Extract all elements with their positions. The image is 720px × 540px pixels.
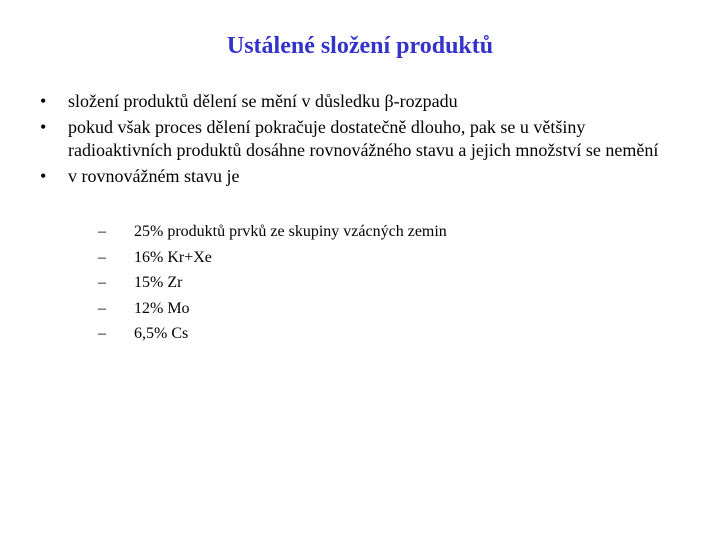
- sub-bullet-item: [98, 324, 447, 344]
- sub-bullet-item: [98, 299, 447, 319]
- bullet-item: [36, 90, 676, 113]
- bullet-marker: •: [40, 166, 47, 186]
- sub-bullet-marker: –: [98, 274, 106, 291]
- sub-bullet-item: [98, 248, 447, 268]
- bullet-item: [36, 116, 676, 162]
- bullet-item: [36, 165, 676, 188]
- bullet-marker: •: [40, 91, 47, 111]
- sub-bullet-marker: –: [98, 299, 106, 317]
- bullet-text: složení produktů dělení se mění v důsledku β-rozpadu: [68, 91, 458, 111]
- sub-bullet-marker: –: [98, 248, 106, 266]
- bullet-text: v rovnovážném stavu je: [68, 166, 240, 186]
- slide-title: Ustálené složení produktů: [226, 33, 494, 59]
- sub-bullet-text: 15% Zr: [134, 274, 183, 291]
- sub-bullet-text: 6,5% Cs: [134, 325, 189, 342]
- bullet-marker: •: [40, 117, 47, 137]
- sub-bullet-text: 16% Kr+Xe: [134, 248, 212, 266]
- sub-bullet-item: [98, 222, 447, 242]
- sub-bullet-text: 12% Mo: [134, 299, 190, 317]
- bullet-text: pokud však proces dělení pokračuje dostatečně dlouho, pak se u většiny radioaktivních produktů dosáhne rovnovážného stavu a jejich množství se nemění: [68, 117, 659, 160]
- bullet-list: [36, 90, 676, 191]
- sub-bullet-marker: –: [98, 223, 106, 240]
- sub-bullet-marker: –: [98, 325, 106, 342]
- sub-bullet-item: [98, 273, 447, 293]
- sub-bullet-text: 25% produktů prvků ze skupiny vzácných zemin: [134, 223, 447, 240]
- sub-bullet-list: [98, 222, 447, 350]
